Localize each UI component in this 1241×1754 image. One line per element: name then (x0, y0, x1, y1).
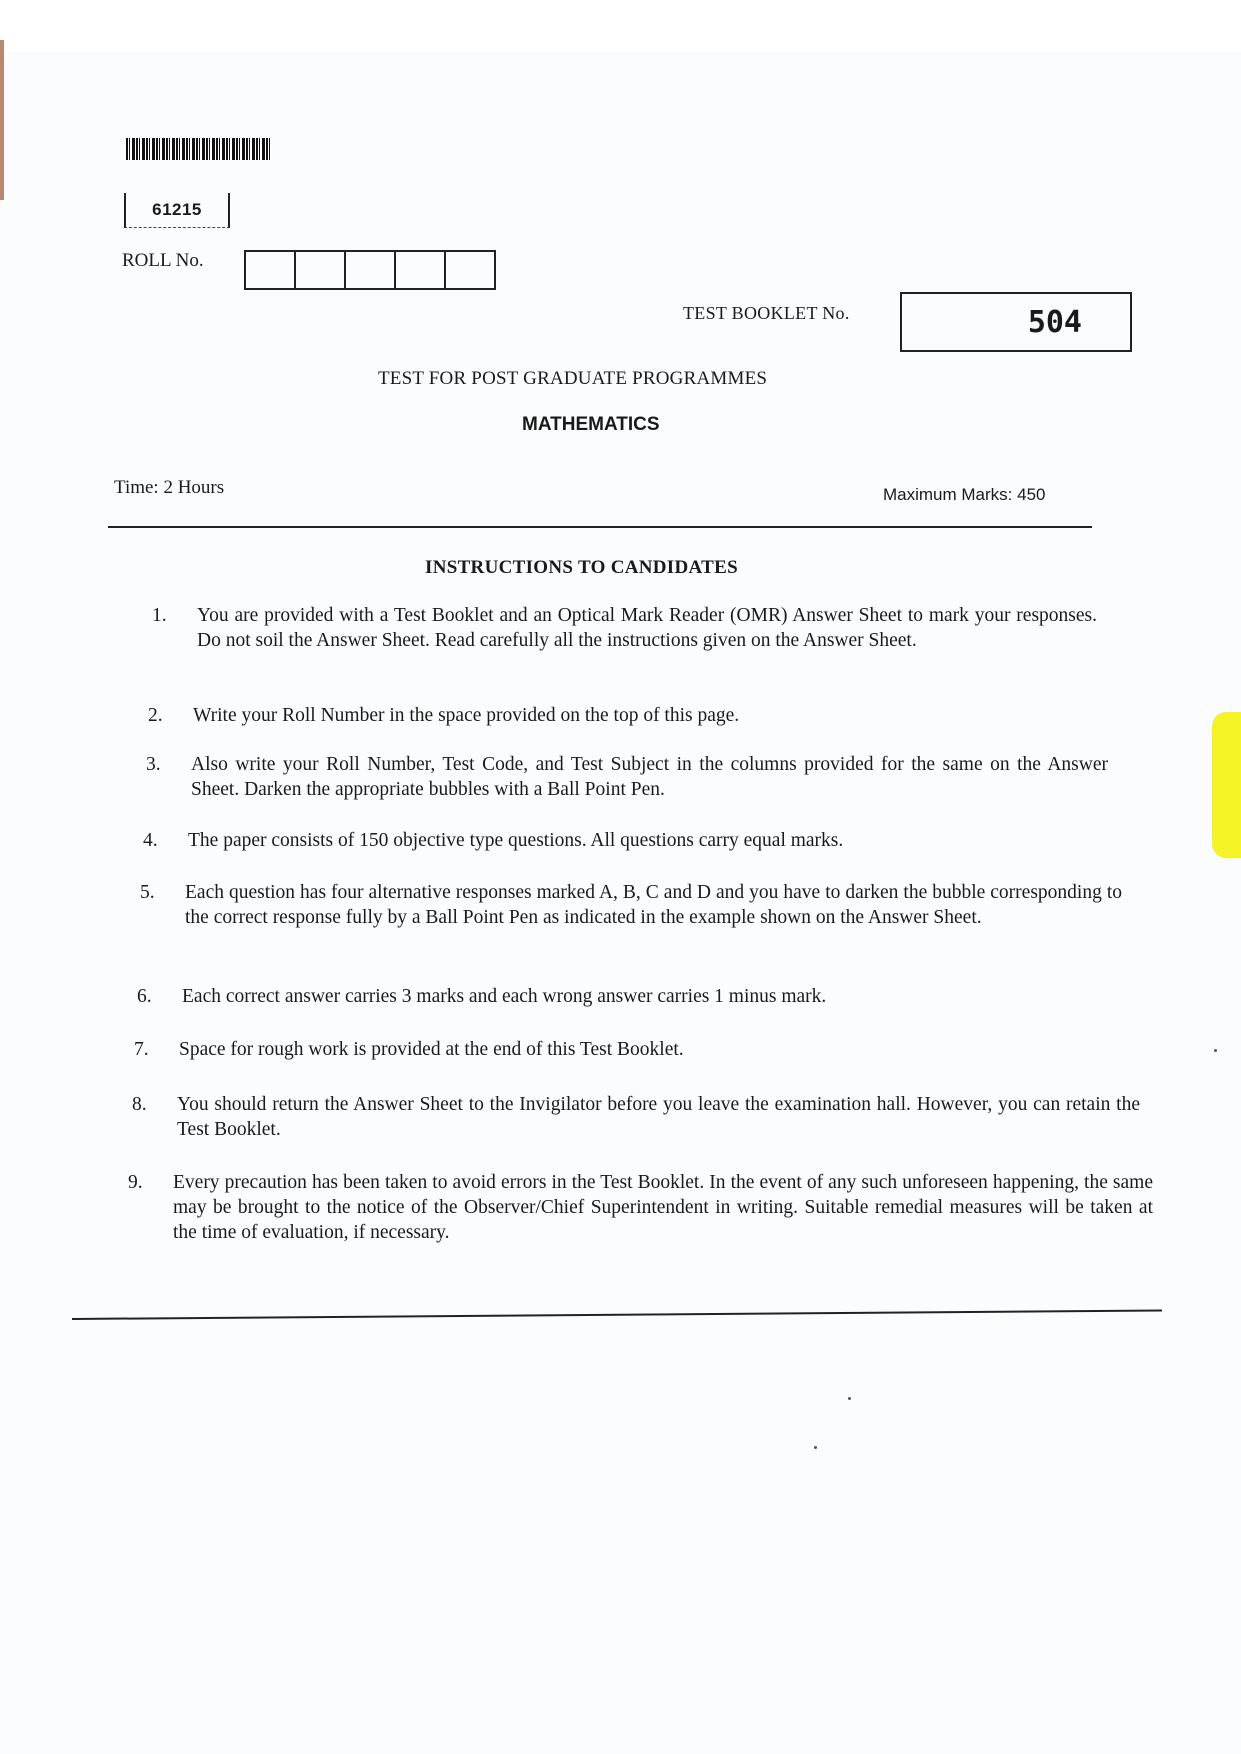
instruction-number: 2. (148, 705, 163, 726)
booklet-number-label: TEST BOOKLET No. (683, 303, 850, 323)
paper-speck (1214, 1049, 1217, 1052)
instruction-text: Each question has four alternative responses marked A, B, C and D and you have to darken the bubble corresponding to the correct response fully by a Ball Point Pen as indicated in the example shown on the Answer Sheet. (185, 882, 1122, 928)
instruction-number: 8. (132, 1094, 147, 1115)
maximum-marks: Maximum Marks: 450 (883, 485, 1046, 504)
instruction-item (143, 828, 1105, 853)
instruction-text: Also write your Roll Number, Test Code, and Test Subject in the columns provided for the same on the Answer Sheet. Darken the appropriate bubbles with a Ball Point Pen. (191, 754, 1108, 800)
subject-title: MATHEMATICS (522, 414, 660, 435)
instruction-text: You should return the Answer Sheet to the Invigilator before you leave the examination hall. However, you can retain the Test Booklet. (177, 1094, 1140, 1140)
instruction-number: 6. (137, 986, 152, 1007)
instruction-text: Each correct answer carries 3 marks and each wrong answer carries 1 minus mark. (182, 986, 827, 1007)
instruction-text: The paper consists of 150 objective type questions. All questions carry equal marks. (188, 830, 844, 851)
instruction-item (137, 984, 1119, 1009)
page-edge (0, 40, 4, 200)
instruction-text: Every precaution has been taken to avoid errors in the Test Booklet. In the event of any such unforeseen happening, the same may be brought to the notice of the Observer/Chief Superintendent in writing. Suitable remedial measures will be taken at the time of evaluation, if necessary. (173, 1172, 1153, 1243)
instructions-heading: INSTRUCTIONS TO CANDIDATES (425, 557, 738, 578)
instruction-item (134, 1037, 1124, 1062)
instruction-item (152, 603, 1097, 653)
roll-digit-box[interactable] (296, 252, 346, 288)
instruction-number: 4. (143, 830, 158, 851)
roll-digit-box[interactable] (246, 252, 296, 288)
instruction-number: 5. (140, 882, 155, 903)
barcode (126, 138, 272, 160)
test-title: TEST FOR POST GRADUATE PROGRAMMES (378, 368, 768, 389)
instruction-item (140, 880, 1122, 930)
instruction-number: 7. (134, 1039, 149, 1060)
roll-digit-box[interactable] (446, 252, 496, 288)
roll-digit-box[interactable] (346, 252, 396, 288)
paper-speck (848, 1397, 851, 1400)
instruction-number: 1. (152, 605, 167, 626)
paper-speck (814, 1446, 817, 1449)
instruction-text: Space for rough work is provided at the end of this Test Booklet. (179, 1039, 684, 1060)
time-allowed: Time: 2 Hours (114, 477, 225, 498)
instruction-item (146, 752, 1108, 802)
instruction-number: 3. (146, 754, 161, 775)
instruction-item (128, 1170, 1153, 1245)
top-divider (108, 526, 1092, 528)
instruction-text: Write your Roll Number in the space provided on the top of this page. (193, 705, 740, 726)
roll-number-boxes[interactable] (244, 250, 496, 290)
roll-digit-box[interactable] (396, 252, 446, 288)
instruction-text: You are provided with a Test Booklet and an Optical Mark Reader (OMR) Answer Sheet to mark your responses. Do not soil the Answer Sheet. Read carefully all the instructions given on the Answer Sheet. (197, 605, 1097, 651)
instruction-item (132, 1092, 1140, 1142)
booklet-number-box: 504 (900, 292, 1132, 352)
test-code-box: 61215 (124, 193, 230, 228)
roll-number-label: ROLL No. (122, 250, 204, 271)
instruction-number: 9. (128, 1172, 143, 1193)
yellow-tab (1212, 712, 1241, 858)
instruction-item (148, 703, 1093, 728)
